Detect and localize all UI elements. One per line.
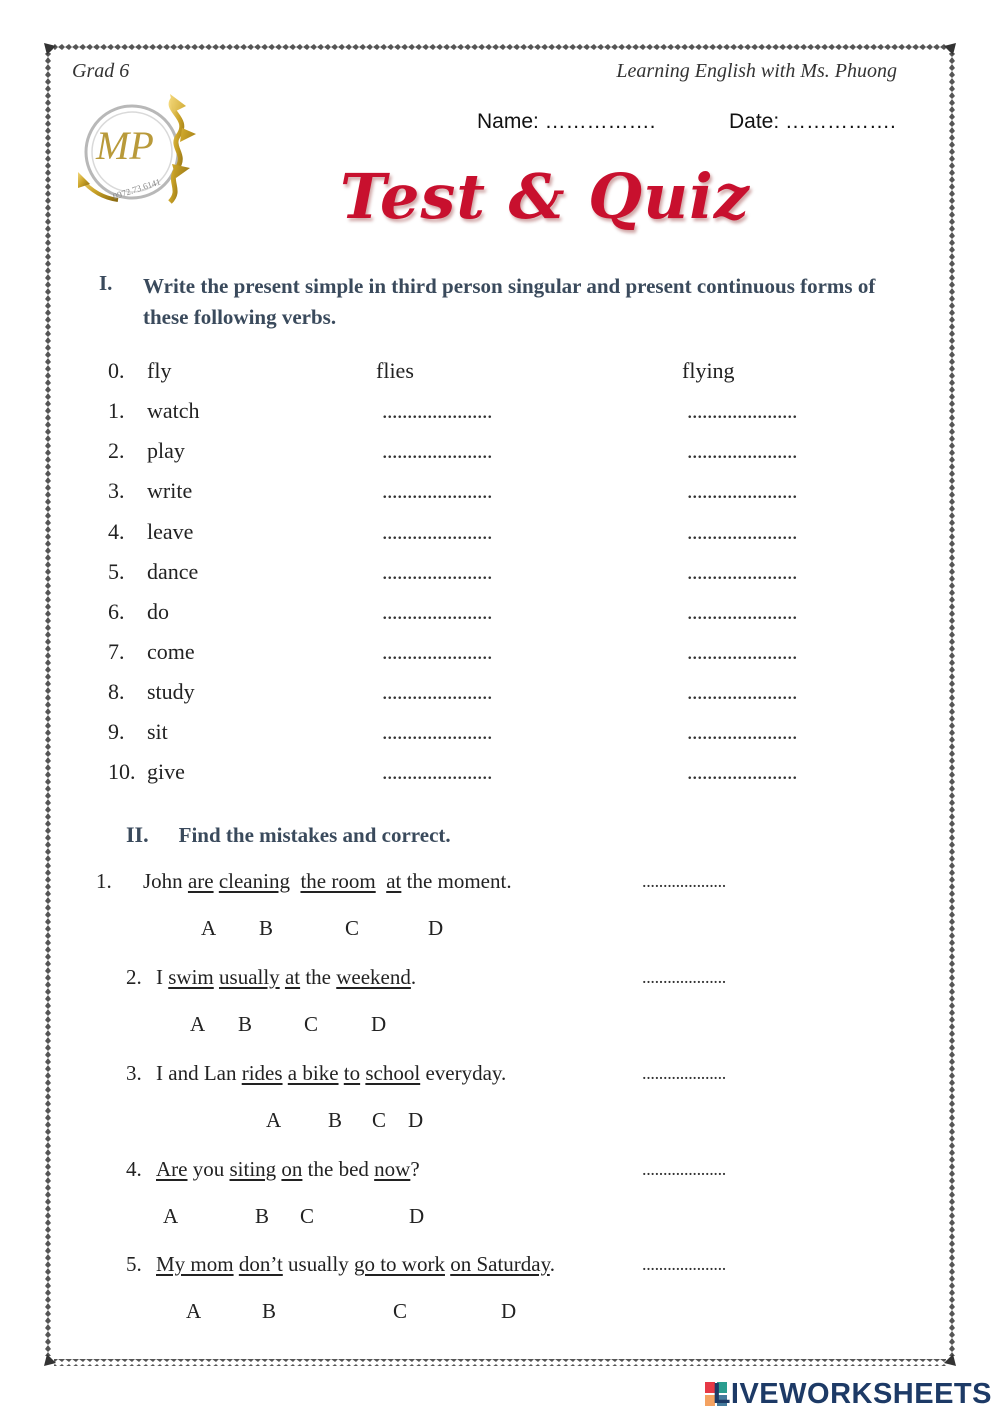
verb-base: do: [147, 599, 169, 624]
underlined-option[interactable]: siting: [229, 1157, 277, 1181]
logo-monogram: MP: [96, 123, 154, 168]
verb-number: 5.: [108, 559, 125, 584]
third-person-answer-blank[interactable]: ......................: [382, 679, 492, 704]
third-person-answer-blank[interactable]: ......................: [382, 719, 492, 744]
correction-answer-blank[interactable]: ....................: [642, 1254, 727, 1274]
sentence-text: John: [143, 869, 188, 893]
continuous-example: flying: [682, 358, 735, 383]
verb-base: study: [147, 679, 195, 704]
question-number: 5.: [126, 1252, 142, 1276]
option-letter: A: [190, 1012, 206, 1036]
verb-base: leave: [147, 519, 194, 544]
continuous-answer-blank[interactable]: ......................: [687, 478, 797, 503]
verb-base: play: [147, 438, 185, 463]
underlined-option[interactable]: don’t: [238, 1252, 283, 1276]
name-field[interactable]: Name: …………….: [477, 110, 656, 133]
verb-base: sit: [147, 719, 168, 744]
sentence-text: [290, 869, 301, 893]
sentence-text: I: [156, 965, 169, 989]
underlined-option[interactable]: school: [365, 1061, 421, 1085]
option-letter: D: [408, 1108, 424, 1132]
verb-number: 10.: [108, 759, 136, 784]
underlined-option[interactable]: to: [343, 1061, 361, 1085]
continuous-answer-blank[interactable]: ......................: [687, 679, 797, 704]
option-letter: C: [304, 1012, 319, 1036]
question-number: 3.: [126, 1061, 142, 1085]
underlined-option[interactable]: at: [284, 965, 301, 989]
continuous-answer-blank[interactable]: ......................: [687, 519, 797, 544]
page-title: Test & Quiz: [340, 160, 751, 233]
continuous-answer-blank[interactable]: ......................: [687, 599, 797, 624]
question-number: 2.: [126, 965, 142, 989]
verb-base: write: [147, 478, 193, 503]
verb-number: 0.: [108, 358, 125, 383]
option-letter: B: [238, 1012, 253, 1036]
underlined-option[interactable]: usually: [219, 965, 280, 989]
question-sentence: [156, 965, 416, 990]
option-letter: A: [163, 1204, 179, 1228]
third-person-answer-blank[interactable]: ......................: [382, 438, 492, 463]
teacher-label: Learning English with Ms. Phuong: [616, 60, 897, 82]
verb-number: 2.: [108, 438, 125, 463]
option-letter: B: [259, 916, 274, 940]
question-sentence: [156, 1061, 506, 1086]
underlined-option[interactable]: are: [187, 869, 214, 893]
verb-number: 6.: [108, 599, 125, 624]
option-letter: A: [266, 1108, 282, 1132]
underlined-option[interactable]: a bike: [287, 1061, 339, 1085]
underlined-option[interactable]: weekend: [336, 965, 411, 989]
verb-base: dance: [147, 559, 199, 584]
option-letter: D: [501, 1299, 517, 1323]
sentence-text: ?: [410, 1157, 420, 1181]
sentence-text: .: [410, 965, 417, 989]
verb-base: watch: [147, 398, 200, 423]
third-person-answer-blank[interactable]: ......................: [382, 599, 492, 624]
verb-number: 1.: [108, 398, 125, 423]
sentence-text: you: [187, 1157, 230, 1181]
continuous-answer-blank[interactable]: ......................: [687, 759, 797, 784]
third-person-answer-blank[interactable]: ......................: [382, 759, 492, 784]
liveworksheets-logo[interactable]: LIVEWORKSHEETS: [712, 1378, 992, 1410]
underlined-option[interactable]: at: [386, 869, 402, 893]
sentence-text: .: [549, 1252, 556, 1276]
third-person-answer-blank[interactable]: ......................: [382, 478, 492, 503]
third-person-answer-blank[interactable]: ......................: [382, 639, 492, 664]
option-letter: A: [186, 1299, 202, 1323]
underlined-option[interactable]: go to work: [353, 1252, 445, 1276]
option-letter: B: [328, 1108, 343, 1132]
verb-number: 8.: [108, 679, 125, 704]
continuous-answer-blank[interactable]: ......................: [687, 719, 797, 744]
underlined-option[interactable]: swim: [168, 965, 214, 989]
date-field[interactable]: Date: …………….: [729, 110, 896, 133]
sentence-text: the moment.: [401, 869, 512, 893]
sentence-text: [376, 869, 387, 893]
correction-answer-blank[interactable]: ....................: [642, 967, 727, 987]
option-letter: C: [372, 1108, 387, 1132]
option-letter: D: [371, 1012, 387, 1036]
verb-number: 7.: [108, 639, 125, 664]
sentence-text: I and Lan: [156, 1061, 242, 1085]
underlined-option[interactable]: Are: [156, 1157, 188, 1181]
continuous-answer-blank[interactable]: ......................: [687, 438, 797, 463]
verb-base: give: [147, 759, 185, 784]
verb-number: 9.: [108, 719, 125, 744]
underlined-option[interactable]: on Saturday: [450, 1252, 550, 1276]
correction-answer-blank[interactable]: ....................: [642, 1063, 727, 1083]
section2-heading: [126, 822, 451, 848]
correction-answer-blank[interactable]: ....................: [642, 871, 727, 891]
section1-instruction: Write the present simple in third person singular and present continuous forms of these following verbs.: [143, 274, 876, 329]
section2-instruction: Find the mistakes and correct.: [178, 823, 451, 847]
option-letter: C: [345, 916, 360, 940]
title-banner: [340, 160, 760, 240]
verb-number: 4.: [108, 519, 125, 544]
question-sentence: [156, 1252, 555, 1277]
underlined-option[interactable]: on: [281, 1157, 303, 1181]
underlined-option[interactable]: now: [374, 1157, 411, 1181]
third-person-answer-blank[interactable]: ......................: [382, 559, 492, 584]
underlined-option[interactable]: rides: [241, 1061, 283, 1085]
continuous-answer-blank[interactable]: ......................: [687, 639, 797, 664]
sentence-text: usually: [282, 1252, 354, 1276]
question-number: 4.: [126, 1157, 142, 1181]
verb-number: 3.: [108, 478, 125, 503]
sentence-text: the bed: [302, 1157, 375, 1181]
sentence-text: everyday.: [420, 1061, 507, 1085]
continuous-answer-blank[interactable]: ......................: [687, 559, 797, 584]
grade-label: Grad 6: [72, 60, 130, 82]
option-letter: B: [262, 1299, 277, 1323]
third-person-example: flies: [376, 358, 414, 383]
option-letter: D: [428, 916, 444, 940]
continuous-answer-blank[interactable]: ......................: [687, 398, 797, 423]
third-person-answer-blank[interactable]: ......................: [382, 519, 492, 544]
logo-phone: 0972.73.6141: [111, 176, 162, 202]
option-letter: D: [409, 1204, 425, 1228]
question-number: 1.: [96, 869, 112, 893]
verb-base: come: [147, 639, 195, 664]
option-letter: B: [255, 1204, 270, 1228]
sentence-text: the: [300, 965, 337, 989]
underlined-option[interactable]: the room: [300, 869, 376, 893]
question-sentence: [143, 869, 512, 894]
correction-answer-blank[interactable]: ....................: [642, 1159, 727, 1179]
underlined-option[interactable]: cleaning: [218, 869, 290, 893]
option-letter: C: [300, 1204, 315, 1228]
mp-logo: [74, 88, 198, 212]
section1-number: I.: [99, 271, 113, 295]
question-sentence: [156, 1157, 420, 1182]
section2-number: II.: [126, 822, 149, 847]
option-letter: C: [393, 1299, 408, 1323]
third-person-answer-blank[interactable]: ......................: [382, 398, 492, 423]
underlined-option[interactable]: My mom: [156, 1252, 234, 1276]
option-letter: A: [201, 916, 217, 940]
verb-base: fly: [147, 358, 172, 383]
